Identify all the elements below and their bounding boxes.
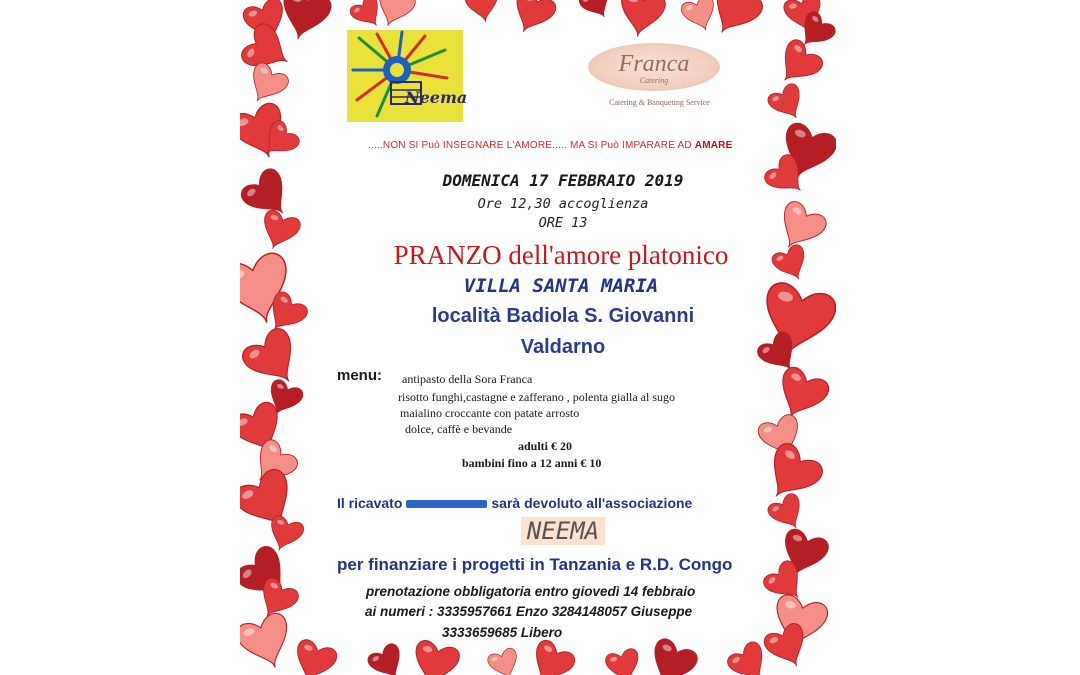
heart-icon	[464, 0, 502, 25]
menu-label: menu:	[337, 367, 382, 384]
heart-icon	[241, 60, 291, 110]
franca-sub: Catering	[639, 76, 669, 85]
association-name: NEEMA	[521, 517, 605, 545]
price-adults: adulti € 20	[518, 439, 573, 453]
event-location-line1: località Badiola S. Giovanni	[431, 305, 695, 327]
neema-logo-text: Neema	[405, 88, 468, 107]
booking-line2: ai numeri : 3335957661 Enzo 3284148057 Giuseppe	[365, 604, 693, 619]
menu-item: dolce, caffè e bevande	[405, 422, 513, 436]
franca-tagline: Catering & Banqueting Service	[609, 98, 710, 107]
proceeds-before: Il ricavato	[337, 495, 403, 511]
event-venue: VILLA SANTA MARIA	[463, 275, 659, 297]
heart-icon	[577, 0, 617, 24]
franca-logo	[582, 41, 737, 113]
association-name-line	[240, 517, 836, 545]
heart-icon	[275, 0, 333, 45]
booking-line3: 3333659685 Libero	[442, 625, 563, 640]
heart-icon	[769, 364, 832, 427]
slogan-part2: AMARE	[694, 140, 733, 151]
heart-icon	[288, 637, 340, 675]
heart-icon	[616, 0, 667, 40]
heart-icon	[769, 37, 826, 94]
menu-item: maialino croccante con patate arrosto	[400, 406, 580, 420]
price-children: bambini fino a 12 anni € 10	[462, 456, 602, 470]
heart-icon	[240, 610, 299, 675]
redaction-mark	[406, 500, 487, 508]
heart-icon	[408, 639, 462, 675]
neema-logo	[347, 30, 468, 122]
slogan-part1: .....NON SI Può INSEGNARE L'AMORE..... MA SI Può IMPARARE AD	[368, 140, 695, 151]
event-title: PRANZO dell'amore platonico	[393, 240, 729, 270]
event-location-line2: Valdarno	[520, 336, 606, 358]
event-date: DOMENICA 17 FEBBRAIO 2019	[442, 171, 684, 190]
heart-icon	[765, 81, 810, 126]
event-time-start: ORE 13	[538, 215, 588, 231]
proceeds-after: sarà devoluto all'associazione	[491, 495, 693, 511]
franca-name: Franca	[618, 51, 690, 77]
menu-item: antipasto della Sora Franca	[402, 372, 533, 386]
proceeds-line	[337, 495, 692, 511]
heart-icon	[486, 646, 524, 675]
flyer	[240, 0, 836, 675]
heart-icon	[679, 0, 721, 36]
neema-logo-icon	[347, 30, 463, 122]
heart-icon	[523, 637, 578, 675]
heart-icon	[642, 636, 700, 675]
heart-icon	[604, 647, 644, 675]
slogan	[368, 140, 732, 151]
menu-item: risotto funghi,castagne e zafferano , polenta gialla al sugo	[398, 390, 676, 404]
booking-line1: prenotazione obbligatoria entro giovedì 14 febbraio	[366, 584, 696, 599]
proceeds-purpose: per finanziare i progetti in Tanzania e R.D. Congo	[337, 555, 733, 574]
heart-icon	[505, 0, 558, 40]
heart-icon	[365, 641, 410, 675]
event-time-welcome: Ore 12,30 accoglienza	[477, 196, 649, 212]
